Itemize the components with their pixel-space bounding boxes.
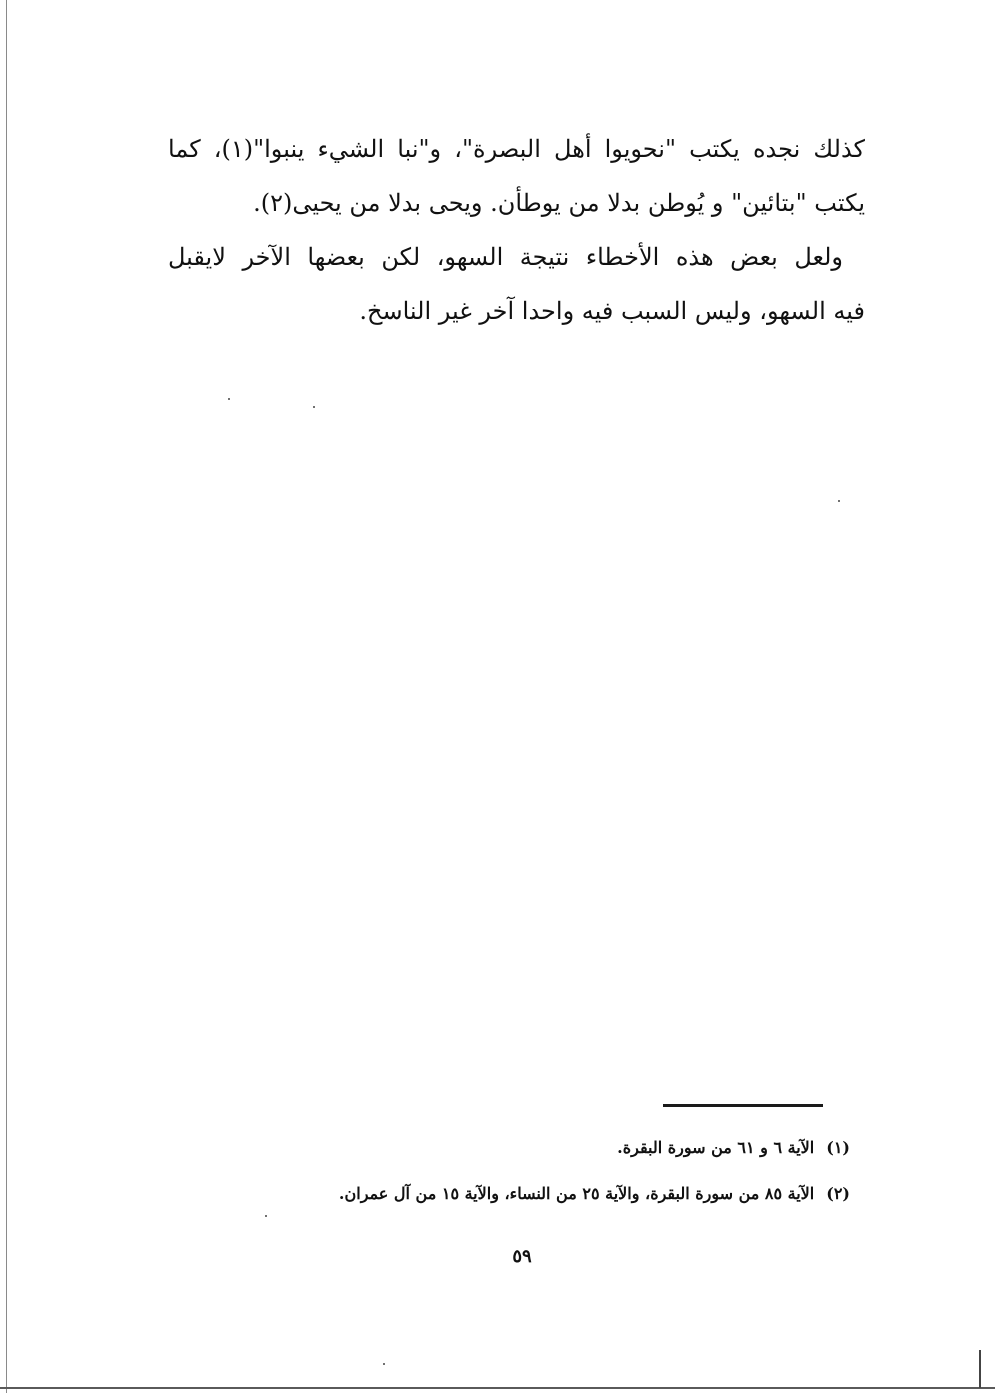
footnotes [250,1125,850,1217]
footnote-number: (٢) [826,1184,850,1203]
scan-speck [838,500,840,502]
scan-speck [265,1215,267,1217]
scan-bottom-edge [0,1387,995,1389]
footnote-separator [663,1104,823,1107]
body-text [168,122,865,338]
body-line: فيه السهو، وليس السبب فيه واحدا آخر غير الناسخ. [359,297,865,325]
scan-left-edge [6,0,7,1393]
footnote-text: الآية ٨٥ من سورة البقرة، والآية ٢٥ من النساء، والآية ١٥ من آل عمران. [338,1184,815,1203]
body-line: يكتب "بتائين" و يُوطن بدلا من يوطأن. ويحى بدلا من يحيى(٢). [253,189,865,217]
page-number: ٥٩ [512,1246,532,1267]
scan-right-mark [979,1350,981,1388]
footnote-text: الآية ٦ و ٦١ من سورة البقرة. [617,1138,815,1157]
body-line: كذلك نجده يكتب "نحويوا أهل البصرة"، و"نبا الشيء ينبوا"(١)، كما [168,135,865,163]
footnote-number: (١) [826,1138,850,1157]
footnote-2 [250,1171,850,1217]
scan-speck [383,1363,385,1365]
scan-speck [228,398,230,400]
footnote-1 [250,1125,850,1171]
scan-speck [313,406,315,408]
body-line: ولعل بعض هذه الأخطاء نتيجة السهو، لكن بعضها الآخر لايقبل [168,243,843,271]
